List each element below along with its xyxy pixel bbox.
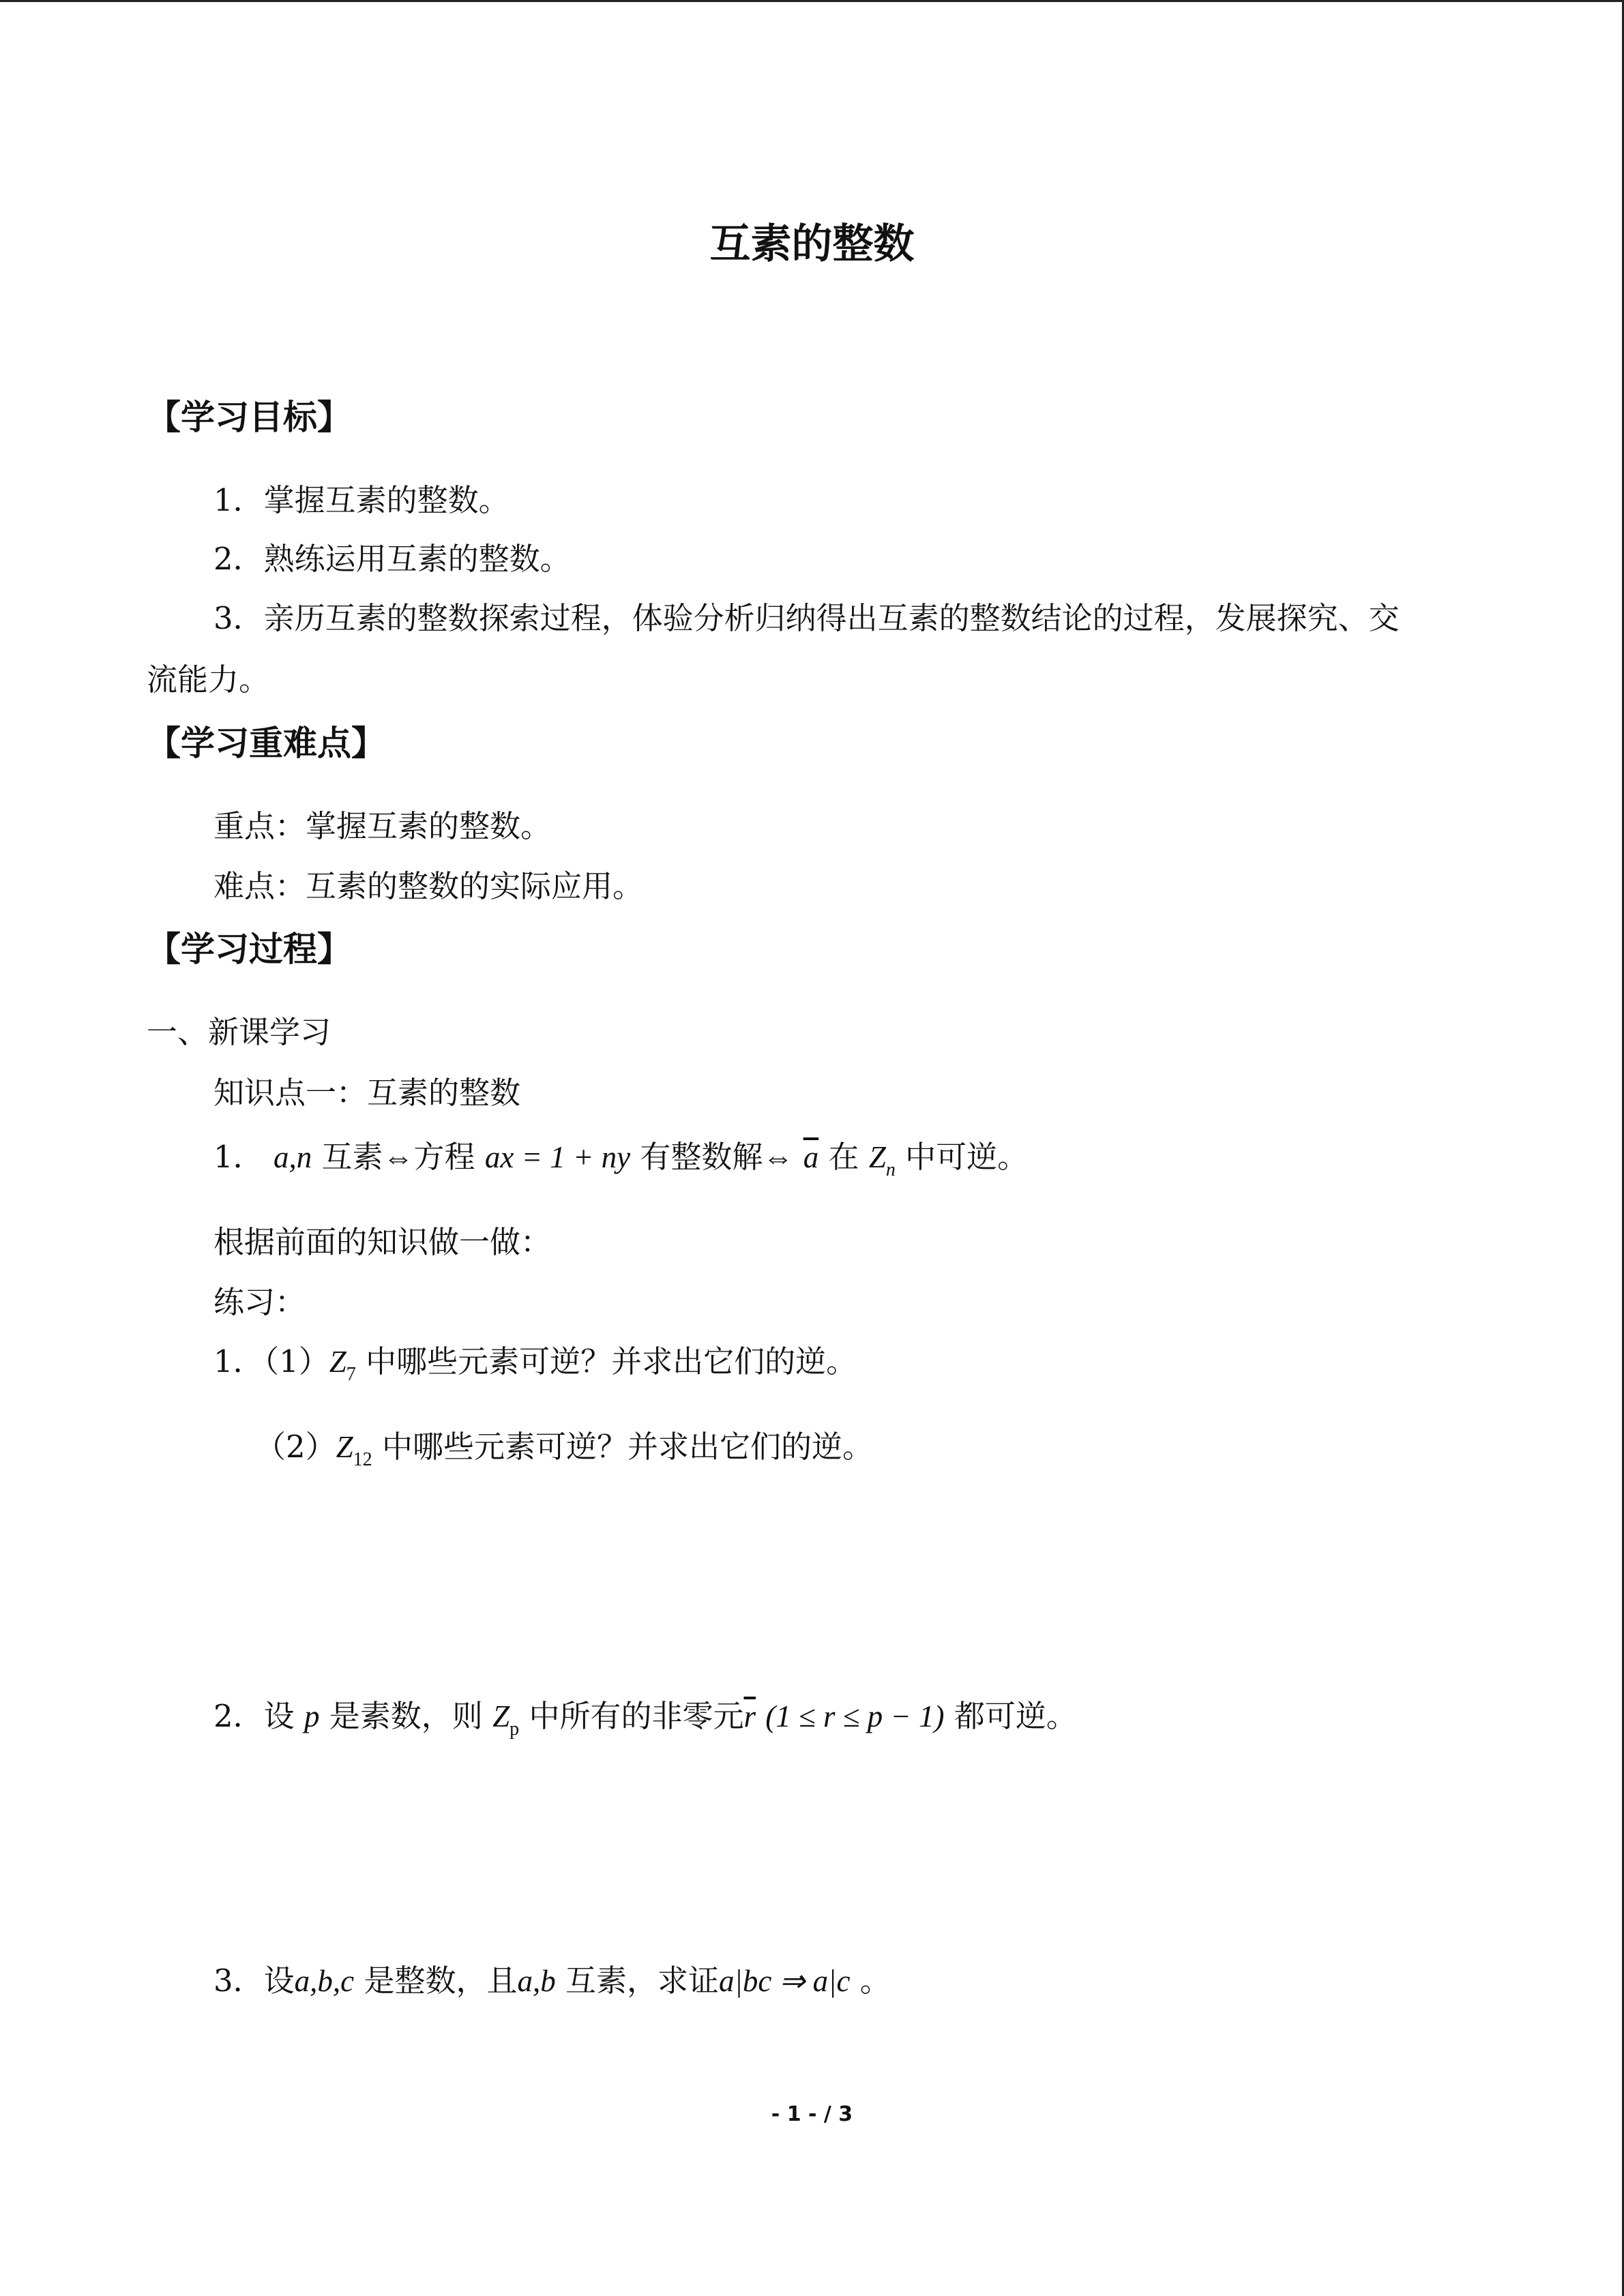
exercise-1-part-1 <box>213 1337 857 1385</box>
iff-symbol-2: ⇔ <box>763 1140 794 1174</box>
key-point-difficulty: 难点：互素的整数的实际应用。 <box>213 868 644 904</box>
part-heading: 一、新课学习 <box>147 1014 331 1050</box>
theorem-z: Z <box>868 1140 886 1174</box>
exercise-1b-z: Z <box>336 1430 353 1464</box>
exercise-3-text-2: 互素，求证 <box>565 1963 720 1999</box>
goal-item-2: 2．熟练运用互素的整数。 <box>213 541 571 577</box>
theorem-z-subscript: n <box>885 1159 896 1180</box>
exercise-2-text-3: 都可逆。 <box>954 1698 1077 1734</box>
exercise-2-prefix: 2．设 <box>213 1698 295 1734</box>
exercise-2-subscript: p <box>510 1718 520 1740</box>
theorem-text-3: 有整数解 <box>640 1139 763 1175</box>
exercise-2-p: p <box>304 1699 320 1733</box>
exercise-1-part-2 <box>255 1422 873 1470</box>
exercise-1b-text: 中哪些元素可逆？并求出它们的逆。 <box>381 1429 873 1465</box>
exercise-2-text-2: 中所有的非零元 <box>529 1698 744 1734</box>
exercise-1b-prefix: （2） <box>255 1429 336 1465</box>
exercise-3 <box>213 1956 891 2000</box>
knowledge-point-heading: 知识点一：互素的整数 <box>213 1075 521 1111</box>
practice-prompt: 根据前面的知识做一做： <box>213 1224 552 1260</box>
theorem-text-4: 在 <box>828 1139 859 1175</box>
exercise-1a-prefix: 1．（1） <box>213 1343 329 1380</box>
exercise-3-ab: a,b <box>517 1964 556 1998</box>
document-title: 互素的整数 <box>709 220 915 268</box>
goal-item-1: 1．掌握互素的整数。 <box>213 482 510 518</box>
section-heading-key-points: 【学习重难点】 <box>147 724 385 763</box>
goal-item-3-line-2: 流能力。 <box>147 661 270 698</box>
page-number-footer: - 1 - / 3 <box>771 2102 853 2126</box>
key-point-focus: 重点：掌握互素的整数。 <box>213 808 552 844</box>
theorem-equation: ax = 1 + ny <box>484 1140 631 1174</box>
exercise-1a-z: Z <box>329 1345 346 1379</box>
exercise-2-range: (1 ≤ r ≤ p − 1) <box>765 1699 945 1733</box>
theorem-a-bar: $\overline{a}$ <box>803 1140 819 1174</box>
theorem-text-2: 方程 <box>413 1139 475 1175</box>
exercise-2-z: Z <box>492 1699 510 1733</box>
exercise-1a-subscript: 7 <box>346 1364 356 1385</box>
section-heading-goals: 【学习目标】 <box>147 398 351 437</box>
exercise-2-r-bar: $\overline{r}$ <box>743 1699 756 1733</box>
exercise-3-text-3: 。 <box>859 1963 891 1999</box>
theorem-line <box>213 1132 1029 1180</box>
exercise-1b-subscript: 12 <box>353 1449 372 1470</box>
exercise-2-text-1: 是素数，则 <box>329 1698 483 1734</box>
exercise-label: 练习： <box>213 1284 306 1320</box>
exercise-1a-text: 中哪些元素可逆？并求出它们的逆。 <box>366 1343 857 1380</box>
theorem-text-1: 互素 <box>321 1139 383 1175</box>
theorem-number: 1． <box>213 1139 264 1175</box>
section-heading-process: 【学习过程】 <box>147 929 351 969</box>
exercise-3-prefix: 3．设 <box>213 1963 295 1999</box>
exercise-3-expression: a|bc ⇒ a|c <box>719 1964 851 1998</box>
goal-item-3-line-1: 3．亲历互素的整数探索过程，体验分析归纳得出互素的整数结论的过程，发展探究、交 <box>213 600 1400 636</box>
exercise-2 <box>213 1691 1077 1740</box>
theorem-text-5: 中可逆。 <box>905 1139 1029 1175</box>
exercise-3-text-1: 是整数，且 <box>364 1963 518 1999</box>
exercise-3-vars: a,b,c <box>294 1964 355 1998</box>
iff-symbol: ⇔ <box>383 1140 414 1174</box>
theorem-vars: a,n <box>273 1140 312 1174</box>
